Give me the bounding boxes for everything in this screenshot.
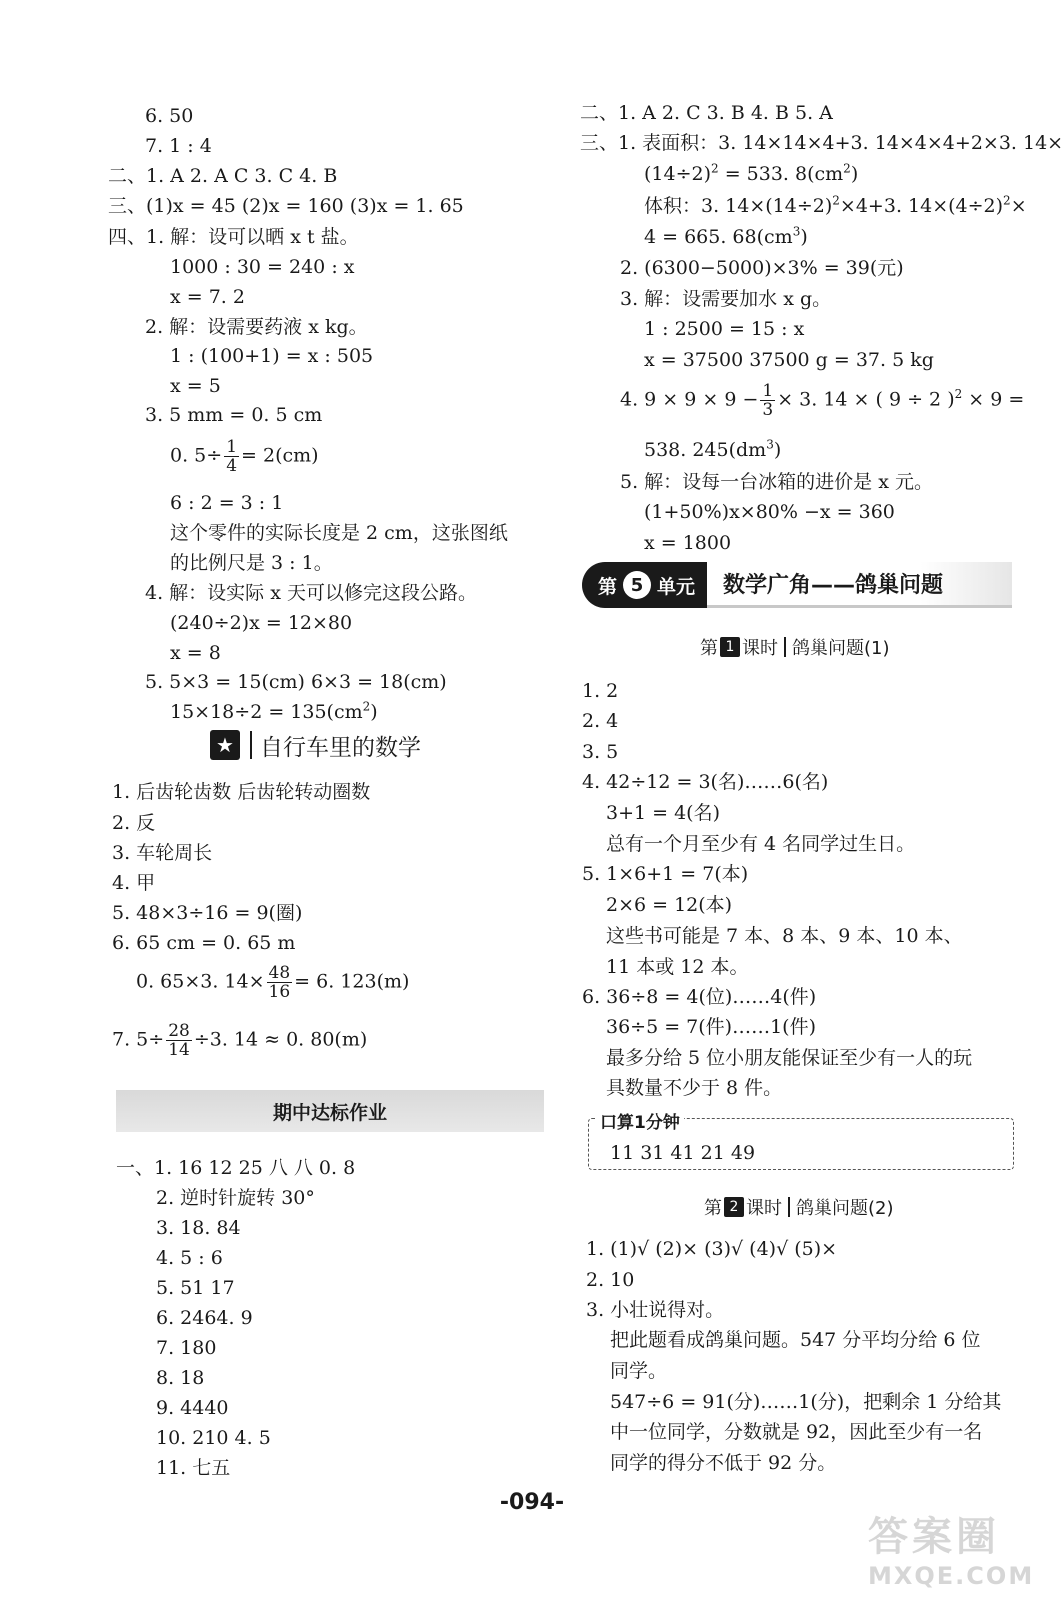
answer-line: 538. $245(dm^3)$ (644, 437, 782, 461)
answer-line: 一、1. 16 12 25 八 八 0. 8 (116, 1157, 356, 1179)
answer-line: 1. 后齿轮齿数 后齿轮转动圈数 (112, 781, 371, 803)
fraction: $\frac{1}{3}$ (762, 381, 774, 420)
answer-line: 2. 4 (582, 710, 619, 732)
divider (784, 637, 786, 657)
answer-line: 具数量不少于 8 件。 (606, 1077, 783, 1099)
answer-line: 的比例尺是 3 : 1。 (170, 552, 333, 574)
answer-line: 5. 解：设每一台冰箱的进价是 x 元。 (620, 471, 933, 493)
answer-line: 把此题看成鸽巢问题。547 分平均分给 6 位 (610, 1329, 981, 1351)
answer-line: 最多分给 5 位小朋友能保证至少有一人的玩 (606, 1047, 973, 1069)
answer-line: 5. 51 17 (156, 1277, 235, 1299)
unit-heading (582, 562, 1012, 608)
divider (250, 731, 252, 759)
answer-line: 3. 车轮周长 (112, 842, 213, 864)
unit-number: 5 (623, 571, 651, 599)
answer-line: 1 : (100+1) = x : 505 (170, 345, 374, 367)
section-title: 自行车里的数学 (260, 734, 421, 761)
answer-line: 4 = 665. $68(cm^3)$ (644, 224, 808, 248)
answer-line: 11 本或 12 本。 (606, 956, 749, 978)
lesson-number: 1 (720, 637, 740, 657)
answer-line: 中一位同学，分数就是 92，因此至少有一名 (610, 1421, 983, 1443)
answer-line: 四、1. 解：设可以晒 x t 盐。 (108, 226, 359, 248)
answer-line: (240÷2)x = 12×80 (170, 612, 353, 634)
answer-line: 5. 48×3÷16 = 9(圈) (112, 902, 303, 924)
answer-line: 6. 2464. 9 (156, 1307, 253, 1329)
answer-line: 36÷5 = 7(件)……1(件) (606, 1016, 817, 1038)
lesson-title: 鸽巢问题(1) (792, 638, 890, 659)
answer-line: 3+1 = 4(名) (606, 802, 721, 824)
answer-line: 2. (6300−5000)×3% = 39(元) (620, 257, 904, 279)
answer-line: 这个零件的实际长度是 2 cm，这张图纸 (170, 522, 508, 544)
answer-line: x = 37500 37500 g = 37. 5 kg (644, 349, 934, 371)
answer-line: 11. 七五 (156, 1457, 231, 1479)
answer-line: 2. 10 (586, 1269, 635, 1291)
watermark-logo: 答案圈 MXQE.COM (868, 1514, 1035, 1590)
answer-line: 8. 18 (156, 1367, 205, 1389)
answer-line: $(14\div 2)^2 = 533$. $8(cm^2)$ (644, 161, 859, 185)
answer-line: 7. 180 (156, 1337, 217, 1359)
answer-line: x = 5 (170, 375, 221, 397)
answer-line: 2. 解：设需要药液 x kg。 (145, 316, 368, 338)
fraction: $\frac{48}{16}$ (268, 963, 291, 1002)
answer-line: x = 8 (170, 642, 221, 664)
answer-line: x = 1800 (644, 532, 732, 554)
answer-line: 同学。 (610, 1360, 668, 1382)
fraction: $\frac{1}{4}$ (226, 437, 238, 476)
lesson-number: 2 (724, 1197, 744, 1217)
answer-line: 3. 小壮说得对。 (586, 1299, 725, 1321)
answer-line: 二、1. A 2. A C 3. C 4. B (108, 165, 338, 187)
answer-line: 5. 1×6+1 = 7(本) (582, 863, 749, 885)
answer-line: $15\times 18\div 2 = 135(cm^2)$ (170, 699, 378, 723)
lesson-title: 鸽巢问题(2) (796, 1198, 894, 1219)
answer-line: 6. 36÷8 = 4(位)……4(件) (582, 986, 817, 1008)
answer-line: 4. 甲 (112, 872, 156, 894)
answer-line: 2×6 = 12(本) (606, 894, 733, 916)
lesson-heading-1: 第 1 课时 鸽巢问题(1) (700, 634, 890, 660)
oral-calc-title: 口算1分钟 (596, 1108, 684, 1133)
answer-line-fraction: 7. 5÷ $\frac{28}{14}$ ÷3. 14 ≈ 0. 80(m) (112, 1021, 368, 1060)
unit-title: 数学广角——鸽巢问题 (707, 562, 1012, 608)
oral-calc-values: 11 31 41 21 49 (610, 1142, 756, 1164)
answer-line: (1+50%)x×80% −x = 360 (644, 501, 895, 523)
answer-line: 3. 18. 84 (156, 1217, 241, 1239)
page-number: -094- (499, 1490, 565, 1515)
answer-line: 3. 解：设需要加水 x g。 (620, 288, 832, 310)
answer-line: 体积：3. $14\times(14\div 2)^2\times 4+3$. $14\times(4\div 2)^2\times$ (644, 193, 1027, 217)
answer-line: 4. 解：设实际 x 天可以修完这段公路。 (145, 582, 477, 604)
answer-line: x = 7. 2 (170, 286, 245, 308)
answer-line: 2. 反 (112, 812, 156, 834)
answer-line: 4. 42÷12 = 3(名)……6(名) (582, 771, 829, 793)
answer-line: 三、(1)x = 45 (2)x = 160 (3)x = 1. 65 (108, 195, 464, 217)
answer-line: 这些书可能是 7 本、8 本、9 本、10 本、 (606, 925, 963, 947)
answer-line: 1. 2 (582, 680, 619, 702)
answer-line: 547÷6 = 91(分)……1(分)，把剩余 1 分给其 (610, 1391, 1002, 1413)
section-heading-bike (210, 728, 421, 762)
answer-line-fraction: 0. 65×3. 14× $\frac{48}{16}$ = 6. 123(m) (136, 963, 410, 1002)
answer-line: 10. 210 4. 5 (156, 1427, 271, 1449)
answer-line: 5. 5×3 = 15(cm) 6×3 = 18(cm) (145, 671, 447, 693)
answer-line: 3. 5 (582, 741, 619, 763)
fraction: $\frac{28}{14}$ (168, 1021, 190, 1060)
answer-line-fraction: 4. 9 × 9 × 9 − $\frac{1}{3}$ × 3. 14 × ( 9 ÷ 2 )$^2$ × 9 = (620, 381, 1025, 420)
answer-line: 6 : 2 = 3 : 1 (170, 492, 284, 514)
answer-line: 4. 5 : 6 (156, 1247, 223, 1269)
answer-line: 三、1. 表面积：3. 14×14×4+3. 14×4×4+2×3. 14× (580, 132, 1064, 154)
answer-line: 1. (1)√ (2)× (3)√ (4)√ (5)× (586, 1238, 838, 1260)
unit-badge: 第 5 单元 (582, 562, 707, 608)
answer-line: 3. 5 mm = 0. 5 cm (145, 404, 323, 426)
answer-line: 1 : 2500 = 15 : x (644, 318, 805, 340)
answer-line: 6. 50 (145, 105, 194, 127)
answer-line: 7. 1 : 4 (145, 135, 212, 157)
lesson-heading-2: 第 2 课时 鸽巢问题(2) (704, 1194, 894, 1220)
answer-line: 二、1. A 2. C 3. B 4. B 5. A (580, 102, 833, 124)
answer-line: 总有一个月至少有 4 名同学过生日。 (606, 833, 916, 855)
star-icon: ★ (210, 730, 240, 760)
answer-line-fraction: 0. 5÷ $\frac{1}{4}$ = 2(cm) (170, 437, 319, 476)
answer-line: 9. 4440 (156, 1397, 229, 1419)
answer-line: 同学的得分不低于 92 分。 (610, 1452, 837, 1474)
answer-line: 2. 逆时针旋转 30° (156, 1187, 315, 1209)
section-heading-midterm: 期中达标作业 (116, 1090, 544, 1132)
divider (788, 1197, 790, 1217)
answer-line: 6. 65 cm = 0. 65 m (112, 932, 296, 954)
answer-line: 1000 : 30 = 240 : x (170, 256, 355, 278)
